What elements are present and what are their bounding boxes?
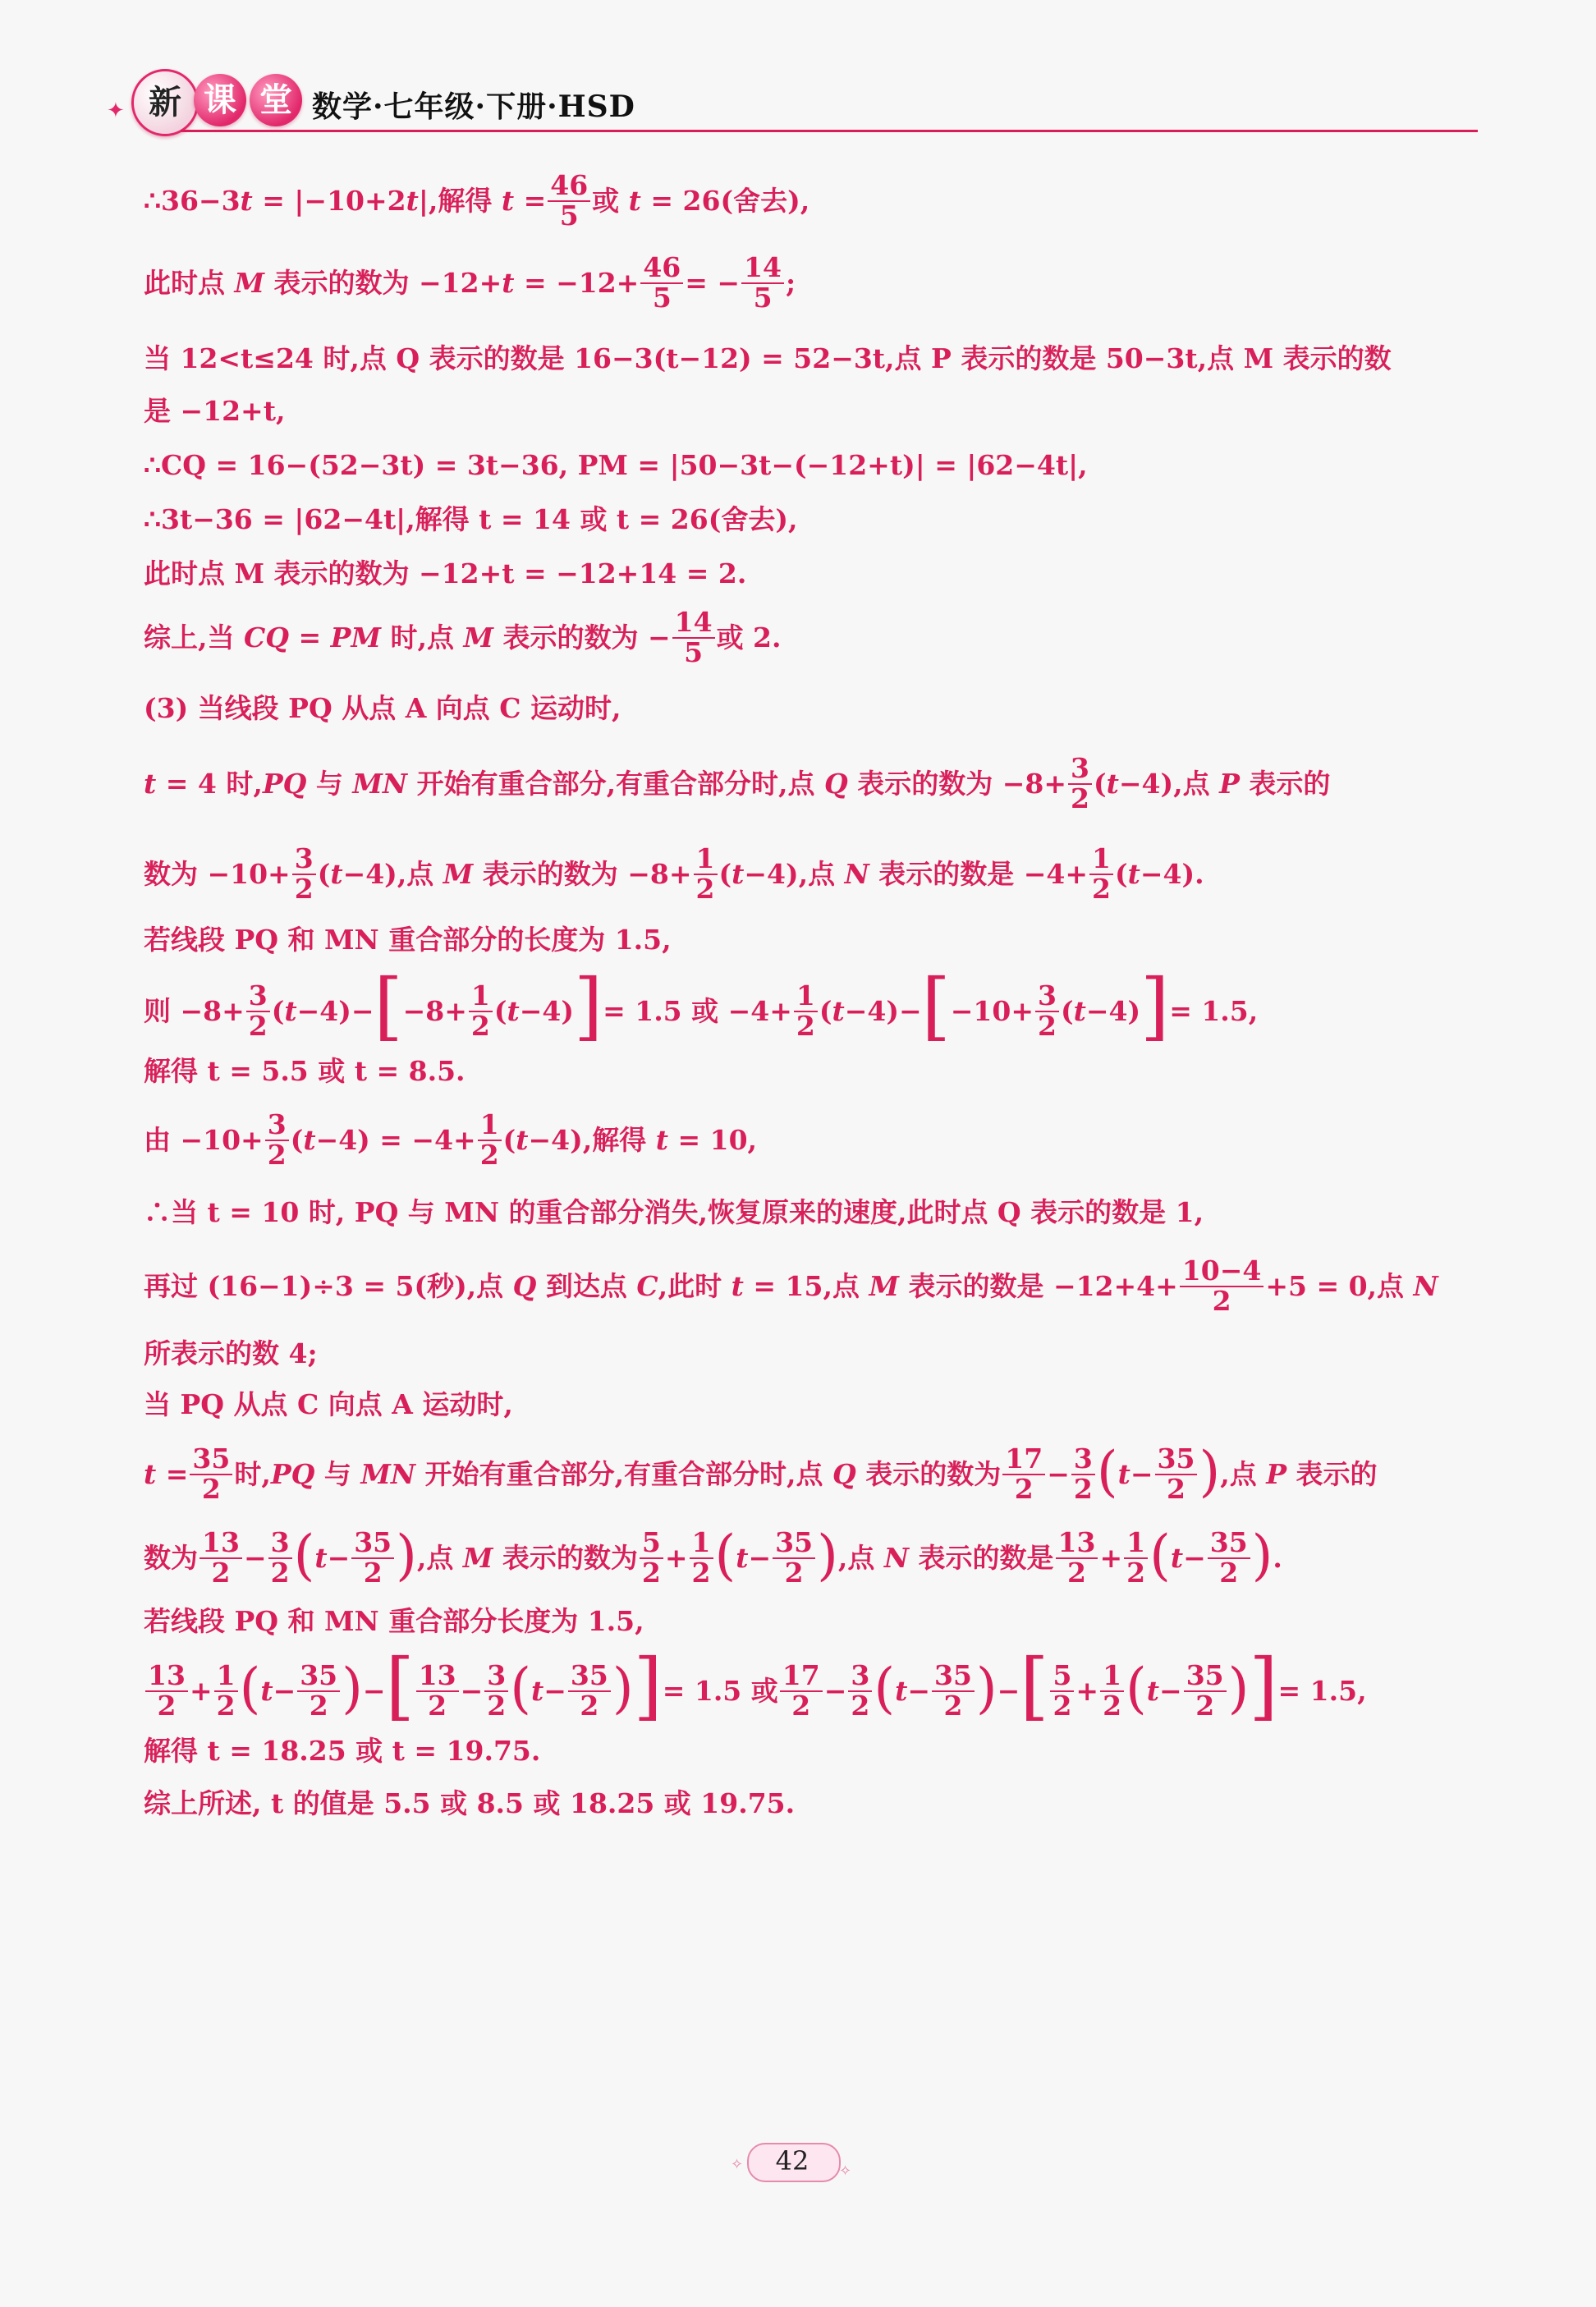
text-line: 由 −10+ $\frac{3}{2}$ (t−4) = −4+ $\frac{1}{2}$ (t−4),解得 t = 10, xyxy=(144,1108,758,1171)
text-line: ∴36−3t = |−10+2t|,解得 t = $\frac{46}{5}$ 或 t = 26(舍去), xyxy=(144,169,810,232)
logo-char-1: 新 xyxy=(131,69,199,136)
page-number: 42 xyxy=(775,2145,809,2176)
text-line: 数为 $\frac{13}{2}$ − $\frac{3}{2}$ ( t− $\frac{35}{2}$ ) ,点 M 表示的数为 $\frac{5}{2}$ + $\frac{1}{2}$ ( t− $\frac{35}{2}$ ) ,点 N 表示的数是 $\frac{13}{2}$ + $\frac{1}{2}$ ( t− $\frac{35}{2}$ ) . xyxy=(144,1524,1282,1589)
page-header xyxy=(107,66,1478,140)
text-line: ∴当 t = 10 时, PQ 与 MN 的重合部分消失,恢复原来的速度,此时点 Q 表示的数是 1, xyxy=(144,1196,1204,1229)
text-line: 解得 t = 5.5 或 t = 8.5. xyxy=(144,1055,466,1088)
logo-char-3: 堂 xyxy=(250,74,302,126)
text-line: 当 12<t≤24 时,点 Q 表示的数是 16−3(t−12) = 52−3t,点 P 表示的数是 50−3t,点 M 表示的数 xyxy=(144,342,1392,375)
text-line: 当 PQ 从点 C 向点 A 运动时, xyxy=(144,1388,513,1421)
text-line: 若线段 PQ 和 MN 重合部分长度为 1.5, xyxy=(144,1605,644,1638)
series-title: 数学·七年级·下册·HSD xyxy=(312,89,635,124)
header-divider xyxy=(181,130,1478,132)
text-line: t = $\frac{35}{2}$ 时,PQ 与 MN 开始有重合部分,有重合部分时,点 Q 表示的数为 $\frac{17}{2}$ − $\frac{3}{2}$ ( t− $\frac{35}{2}$ ) ,点 P 表示的 xyxy=(144,1440,1378,1505)
text-line: $\frac{13}{2}$ + $\frac{1}{2}$ ( t− $\frac{35}{2}$ ) − [ $\frac{13}{2}$ − $\frac{3}{2}$ ( t− $\frac{35}{2}$ ) ] = 1.5 或 $\frac{17}{2}$ − $\frac{3}{2}$ ( t− $\frac{35}{2}$ ) − [ $\frac{5}{2}$ + $\frac{1}{2}$ ( t− $\frac{35}{2}$ ) ] = 1.5, xyxy=(144,1661,1490,1722)
solution-text xyxy=(144,169,1490,1822)
logo-char-2: 课 xyxy=(194,74,246,126)
text-line: ∴3t−36 = |62−4t|,解得 t = 14 或 t = 26(舍去), xyxy=(144,503,798,536)
text-line: t = 4 时,PQ 与 MN 开始有重合部分,有重合部分时,点 Q 表示的数为 −8+ $\frac{3}{2}$ (t−4),点 P 表示的 xyxy=(144,752,1331,814)
text-line: 综上,当 CQ = PM 时,点 M 表示的数为 − $\frac{14}{5}$ 或 2. xyxy=(144,606,782,668)
sparkle-icon: ✧ xyxy=(839,2163,852,2180)
text-line: (3) 当线段 PQ 从点 A 向点 C 运动时, xyxy=(144,692,621,725)
text-line: 此时点 M 表示的数为 −12+t = −12+14 = 2. xyxy=(144,557,747,590)
text-line: 所表示的数 4; xyxy=(144,1337,318,1370)
text-line: 则 −8+ $\frac{3}{2}$ (t−4)− [ −8+ $\frac{1}{2}$ (t−4) ] = 1.5 或 −4+ $\frac{1}{2}$ (t−4)− [ −10+ $\frac{3}{2}$ (t−4) ] = 1.5, xyxy=(144,963,1259,1049)
text-line: 若线段 PQ 和 MN 重合部分的长度为 1.5, xyxy=(144,924,672,956)
star-icon: ✦ xyxy=(107,99,125,123)
brand-logo xyxy=(107,66,304,140)
sparkle-icon: ✧ xyxy=(731,2156,744,2173)
page-footer xyxy=(731,2138,854,2187)
text-line: 解得 t = 18.25 或 t = 19.75. xyxy=(144,1735,541,1768)
text-line: 是 −12+t, xyxy=(144,395,286,428)
text-line: ∴CQ = 16−(52−3t) = 3t−36, PM = |50−3t−(−12+t)| = |62−4t|, xyxy=(144,449,1088,482)
text-line: 再过 (16−1)÷3 = 5(秒),点 Q 到达点 C,此时 t = 15,点 M 表示的数是 −12+4+ $\frac{10-4}{2}$ +5 = 0,点 N xyxy=(144,1254,1438,1317)
text-line: 综上所述, t 的值是 5.5 或 8.5 或 18.25 或 19.75. xyxy=(144,1787,796,1820)
text-line: 数为 −10+ $\frac{3}{2}$ (t−4),点 M 表示的数为 −8+ $\frac{1}{2}$ (t−4),点 N 表示的数是 −4+ $\frac{1}{2}$ (t−4). xyxy=(144,842,1204,905)
text-line: 此时点 M 表示的数为 −12+t = −12+ $\frac{46}{5}$ = − $\frac{14}{5}$ ; xyxy=(144,251,796,314)
